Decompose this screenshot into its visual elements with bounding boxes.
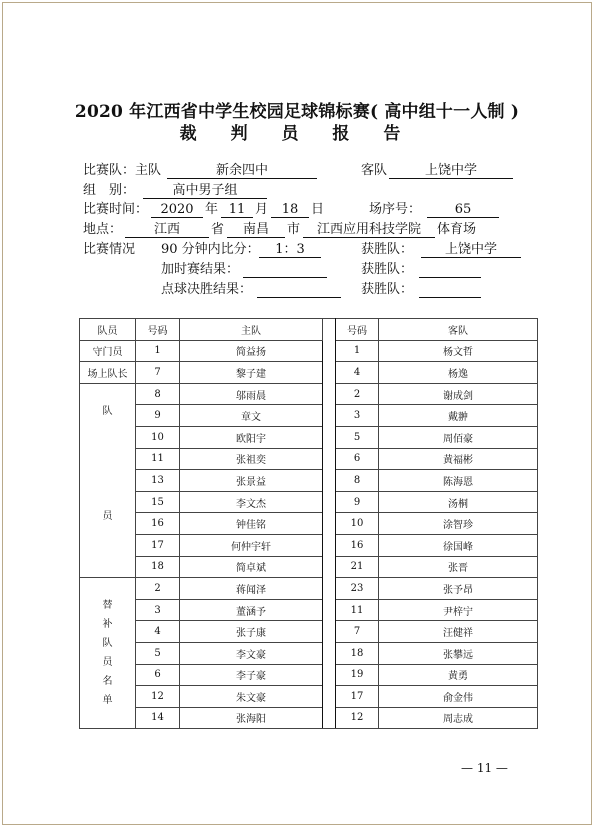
day-value: 18 (271, 202, 309, 218)
city-value: 南昌 (227, 222, 285, 238)
away-number: 17 (336, 686, 379, 708)
header-home-team: 主队 (180, 319, 323, 341)
extra-result-value (243, 262, 327, 278)
home-number: 5 (136, 642, 180, 664)
home-number: 2 (136, 578, 180, 600)
away-player-name: 陈海恩 (379, 470, 538, 492)
away-number: 11 (336, 599, 379, 621)
home-number: 8 (136, 383, 180, 405)
away-player-name: 尹梓宁 (379, 599, 538, 621)
substitute-row (80, 664, 538, 686)
away-number: 7 (336, 621, 379, 643)
day-unit: 日 (311, 202, 325, 217)
away-goalkeeper-number: 1 (336, 340, 379, 362)
home-number: 16 (136, 513, 180, 535)
away-goalkeeper-name: 杨文哲 (379, 340, 538, 362)
winner-value: 上饶中学 (421, 242, 521, 258)
away-captain-name: 杨逸 (379, 362, 538, 384)
captain-row (80, 362, 538, 384)
extra-winner-label: 获胜队： (361, 262, 414, 277)
teams-label: 比赛队：主队 (83, 163, 162, 178)
substitutes-label-char: 名 (102, 676, 113, 688)
home-number: 13 (136, 470, 180, 492)
group-label: 组 别： (83, 183, 136, 198)
home-player-name: 李文杰 (180, 491, 323, 513)
report-page (2, 2, 592, 825)
home-player-name: 邬雨晨 (180, 383, 323, 405)
home-player-name: 张子康 (180, 621, 323, 643)
away-number: 2 (336, 383, 379, 405)
away-number: 16 (336, 534, 379, 556)
home-captain-number: 7 (136, 362, 180, 384)
home-number: 4 (136, 621, 180, 643)
away-player-name: 汪健祥 (379, 621, 538, 643)
players-label-top: 队 (102, 405, 113, 417)
player-row (80, 513, 538, 535)
substitutes-group-label (80, 578, 136, 729)
home-player-name: 张祖奕 (180, 448, 323, 470)
home-number: 18 (136, 556, 180, 578)
extra-winner-value (419, 262, 481, 278)
home-player-name: 何仲宇轩 (180, 534, 323, 556)
table-header-row (80, 319, 538, 341)
player-row (80, 491, 538, 513)
player-row (80, 405, 538, 427)
player-row (80, 448, 538, 470)
province-value: 江西 (125, 222, 209, 238)
player-row (80, 426, 538, 448)
away-number: 12 (336, 707, 379, 729)
substitute-row (80, 707, 538, 729)
away-player-name: 汤桐 (379, 491, 538, 513)
city-unit: 市 (287, 222, 301, 237)
away-number: 6 (336, 448, 379, 470)
away-player-name: 张予昂 (379, 578, 538, 600)
match-no-value: 65 (427, 202, 499, 218)
away-number: 21 (336, 556, 379, 578)
venue-suffix: 体育场 (437, 222, 477, 237)
substitute-row (80, 599, 538, 621)
roster-table (79, 318, 538, 729)
substitutes-label-char: 员 (102, 657, 113, 669)
player-row (80, 534, 538, 556)
away-player-name: 黄勇 (379, 664, 538, 686)
goalkeeper-label: 守门员 (80, 340, 136, 362)
year-value: 2020 (151, 202, 203, 218)
home-player-name: 张海阳 (180, 707, 323, 729)
players-label-bottom: 员 (102, 510, 113, 522)
substitute-row (80, 642, 538, 664)
home-player-name: 欧阳宇 (180, 426, 323, 448)
header-players: 队员 (80, 319, 136, 341)
home-player-name: 李子豪 (180, 664, 323, 686)
away-number: 9 (336, 491, 379, 513)
away-player-name: 谢成剑 (379, 383, 538, 405)
away-player-name: 俞金伟 (379, 686, 538, 708)
home-number: 9 (136, 405, 180, 427)
page-title: 2020 年江西省中学生校园足球锦标赛( 高中组十一人制 ) (74, 102, 520, 122)
column-separator (323, 319, 336, 729)
home-goalkeeper-name: 简益扬 (180, 340, 323, 362)
month-value: 11 (221, 202, 253, 218)
player-row (80, 470, 538, 492)
away-player-name: 戴翀 (379, 405, 538, 427)
home-player-name: 章文 (180, 405, 323, 427)
home-number: 10 (136, 426, 180, 448)
away-number: 10 (336, 513, 379, 535)
away-player-name: 张晋 (379, 556, 538, 578)
home-player-name: 钟佳铭 (180, 513, 323, 535)
match-no-label: 场序号： (369, 202, 422, 217)
home-player-name: 简卓斌 (180, 556, 323, 578)
home-player-name: 董涵予 (180, 599, 323, 621)
penalty-winner-label: 获胜队： (361, 282, 414, 297)
home-number: 11 (136, 448, 180, 470)
home-team-value: 新余四中 (167, 163, 317, 179)
group-value: 高中男子组 (143, 183, 267, 199)
players-group-label (80, 383, 136, 577)
home-captain-name: 黎子建 (180, 362, 323, 384)
extra-label: 加时赛结果： (161, 262, 240, 277)
home-number: 12 (136, 686, 180, 708)
header-home-number: 号码 (136, 319, 180, 341)
penalty-label: 点球决胜结果： (161, 282, 253, 297)
header-away-number: 号码 (336, 319, 379, 341)
away-player-name: 涂智珍 (379, 513, 538, 535)
home-player-name: 朱文豪 (180, 686, 323, 708)
away-team-value: 上饶中学 (389, 163, 513, 179)
home-number: 6 (136, 664, 180, 686)
province-unit: 省 (211, 222, 225, 237)
away-player-name: 周志成 (379, 707, 538, 729)
away-captain-number: 4 (336, 362, 379, 384)
score-value: 1：3 (259, 242, 321, 258)
away-player-name: 黄福彬 (379, 448, 538, 470)
score-label: 90 分钟内比分： (161, 242, 260, 257)
substitutes-label-char: 队 (102, 638, 113, 650)
home-number: 15 (136, 491, 180, 513)
player-row (80, 383, 538, 405)
situation-label: 比赛情况 (83, 242, 136, 257)
away-player-name: 周佰豪 (379, 426, 538, 448)
away-number: 18 (336, 642, 379, 664)
time-label: 比赛时间： (83, 202, 149, 217)
substitutes-label-char: 替 (102, 600, 113, 612)
away-player-name: 徐国峰 (379, 534, 538, 556)
player-row (80, 556, 538, 578)
substitute-row (80, 578, 538, 600)
location-label: 地点： (83, 222, 123, 237)
winner-label: 获胜队： (361, 242, 414, 257)
page-number: — 11 — (461, 761, 508, 775)
away-number: 8 (336, 470, 379, 492)
away-number: 23 (336, 578, 379, 600)
substitute-row (80, 686, 538, 708)
home-player-name: 蒋闻泽 (180, 578, 323, 600)
substitutes-label-char: 单 (102, 695, 113, 707)
header-away-team: 客队 (379, 319, 538, 341)
year-unit: 年 (205, 202, 219, 217)
home-number: 14 (136, 707, 180, 729)
penalty-winner-value (419, 282, 481, 298)
goalkeeper-row (80, 340, 538, 362)
away-label: 客队 (361, 163, 388, 178)
penalty-result-value (257, 282, 341, 298)
month-unit: 月 (255, 202, 269, 217)
home-player-name: 张景益 (180, 470, 323, 492)
captain-label: 场上队长 (80, 362, 136, 384)
substitute-row (80, 621, 538, 643)
home-player-name: 李文豪 (180, 642, 323, 664)
away-number: 19 (336, 664, 379, 686)
page-subtitle: 裁 判 员 报 告 (179, 124, 415, 144)
home-number: 17 (136, 534, 180, 556)
substitutes-label-char: 补 (102, 619, 113, 631)
venue-value: 江西应用科技学院 (303, 222, 435, 238)
away-player-name: 张攀远 (379, 642, 538, 664)
home-number: 3 (136, 599, 180, 621)
home-goalkeeper-number: 1 (136, 340, 180, 362)
away-number: 5 (336, 426, 379, 448)
away-number: 3 (336, 405, 379, 427)
